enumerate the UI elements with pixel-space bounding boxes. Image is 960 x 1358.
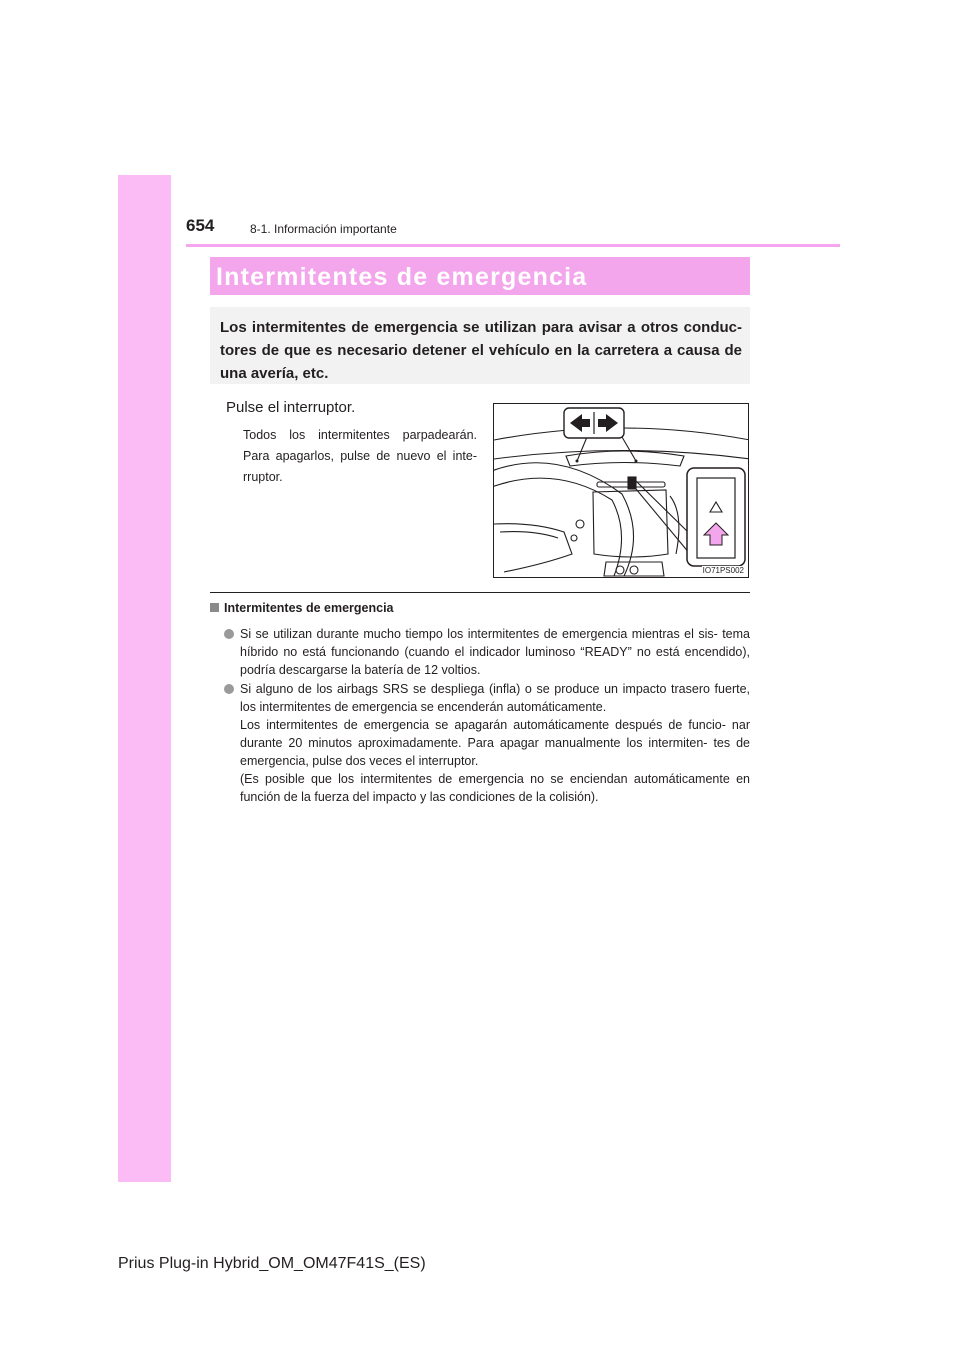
footer-document-id: Prius Plug-in Hybrid_OM_OM47F41S_(ES): [118, 1255, 426, 1272]
page-number: 654: [186, 216, 215, 235]
notes-heading: [210, 601, 394, 615]
step-detail: Todos los intermitentes parpadearán. Para apagarlos, pulse de nuevo el inte- rruptor.: [243, 428, 477, 484]
section-label: 8-1. Información importante: [250, 222, 397, 236]
dashboard-illustration: [493, 403, 749, 578]
side-tab: [118, 175, 171, 1182]
notes-rule: [210, 592, 750, 593]
note-paragraph: Si alguno de los airbags SRS se despliega (infla) o se produce un impacto trasero fuerte, los intermitentes de emergencia se encenderán automáticamente.: [240, 682, 750, 714]
hazard-switch-illustration: [494, 404, 749, 578]
page-title: Intermitentes de emergencia: [216, 263, 588, 291]
note-paragraph: Los intermitentes de emergencia se apagarán automáticamente después de funcio- nar durante 20 minutos aproximadamente. Para apagar manualmente los intermiten- tes de emergencia, pulse dos veces el interruptor.: [240, 718, 750, 768]
figure-code: IO71PS002: [702, 566, 744, 575]
note-paragraph: (Es posible que los intermitentes de emergencia no se enciendan automáticamente en función de la fuerza del impacto y las condiciones de la colisión).: [240, 772, 750, 804]
circle-bullet-icon: [224, 629, 234, 639]
square-bullet-icon: [210, 603, 219, 612]
note-item: [224, 680, 750, 806]
notes-heading-text: Intermitentes de emergencia: [224, 601, 394, 615]
header-rule: [186, 244, 840, 247]
step-instruction: Pulse el interruptor.: [226, 399, 356, 416]
note-item: [224, 625, 750, 679]
circle-bullet-icon: [224, 684, 234, 694]
intro-text: Los intermitentes de emergencia se utilizan para avisar a otros conduc- tores de que es necesario detener el vehículo en la carretera a causa de una avería, etc.: [220, 319, 742, 382]
note-paragraph: Si se utilizan durante mucho tiempo los intermitentes de emergencia mientras el sis- tema híbrido no está funcionando (cuando el indicador luminoso “READY” no está encendido), podría descargarse la batería de 12 voltios.: [240, 627, 750, 677]
